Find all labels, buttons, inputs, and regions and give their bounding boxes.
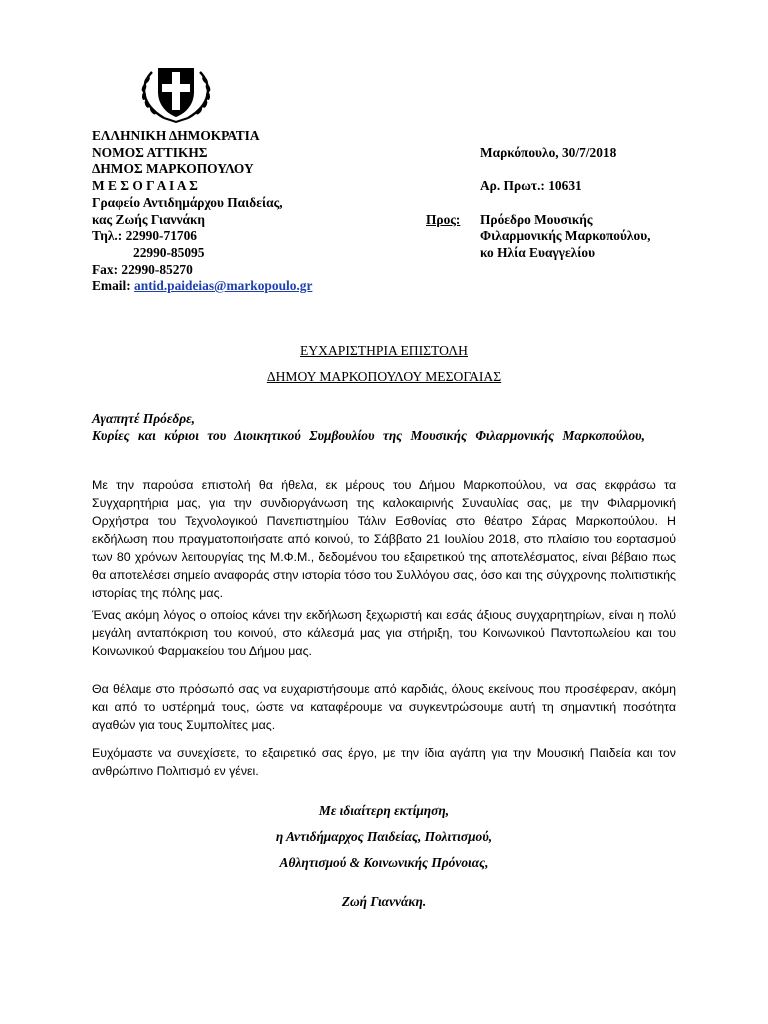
email-link[interactable]: antid.paideias@markopoulo.gr	[134, 278, 313, 293]
signatory-role-1: η Αντιδήμαρχος Παιδείας, Πολιτισμού,	[275, 829, 493, 844]
signatory-name: Ζωή Γιαννάκη.	[341, 894, 427, 909]
body-paragraph-3: Θα θέλαμε στο πρόσωπό σας να ευχαριστήσουμε από καρδιάς, όλους εκείνους που προσέφεραν, ακόμη και από το υστέρημά τους, ώστε να καταφέρουμε να συγκεντρώσουμε αυτή τη σημαντική ποσότητα αγαθών για τους Συμπολίτες μας.	[92, 682, 676, 732]
org-line-municipality: ΔΗΜΟΣ ΜΑΡΚΟΠΟΥΛΟΥ	[92, 161, 254, 176]
email-label: Email:	[92, 278, 131, 293]
greek-coat-of-arms-emblem	[134, 62, 218, 124]
org-line-office: Γραφείο Αντιδημάρχου Παιδείας,	[92, 195, 283, 210]
recipient-line-1: Πρόεδρο Μουσικής	[480, 212, 593, 227]
email-line	[92, 277, 312, 294]
body-paragraph-2: Ένας ακόμη λόγος ο οποίος κάνει την εκδήλωση ξεχωριστή και εσάς άξιους συγχαρητηρίων, είναι η πολύ μεγάλη ανταπόκριση του κοινού, στο κάλεσμά μας για στήριξη, του Κοινωνικού Παντοπωλείου και του Κοινωνικού Φαρμακείου του Δήμου μας.	[92, 608, 676, 658]
fax: Fax: 22990-85270	[92, 262, 193, 277]
greeting-line-1: Αγαπητέ Πρόεδρε,	[92, 411, 195, 426]
recipient-line-2: Φιλαρμονικής Μαρκοπούλου,	[480, 228, 651, 243]
org-line-mesogaia: Μ Ε Σ Ο Γ Α Ι Α Σ	[92, 178, 198, 193]
protocol-number: Αρ. Πρωτ.: 10631	[480, 178, 582, 193]
phone-2: 22990-85095	[133, 245, 205, 260]
closing: Με ιδιαίτερη εκτίμηση,	[318, 803, 450, 818]
to-label: Προς:	[426, 212, 461, 227]
body-paragraph-1: Με την παρούσα επιστολή θα ήθελα, εκ μέρους του Δήμου Μαρκοπούλου, να σας εκφράσω τα Συγχαρητήρια μας, για την συνδιοργάνωση της καλοκαιρινής Συναυλίας σας, με την Φιλαρμονική Ορχήστρα του Τεχνολογικού Πανεπιστημίου Τάλιν Εσθονίας στο θέατρο Σάρας Μαρκοπούλου. Η εκδήλωση που πραγματοποιήσατε από κοινού, το Σάββατο 21 Ιουλίου 2018, στο πλαίσιο του εορτασμού των 80 χρόνων λειτουργίας της Μ.Φ.Μ., δεδομένου του εξαιρετικού της αποτελέσματος, είναι βέβαιο πως θα αποτελέσει σημείο αναφοράς στην ιστορία τόσο του Συλλόγου σας, όσο και της σύγχρονης πολιτιστικής ιστορίας της πόλης μας.	[92, 478, 676, 600]
phone-1: Τηλ.: 22990-71706	[92, 228, 197, 243]
org-line-deputy-mayor: κας Ζωής Γιαννάκη	[92, 212, 206, 227]
body-paragraph-4: Ευχόμαστε να συνεχίσετε, το εξαιρετικό σας έργο, με την ίδια αγάπη για την Μουσική Παιδεία και τον ανθρώπινο Πολιτισμό εν γένει.	[92, 746, 676, 778]
org-line-prefecture: ΝΟΜΟΣ ΑΤΤΙΚΗΣ	[92, 145, 208, 160]
recipient-line-3: κο Ηλία Ευαγγελίου	[480, 245, 596, 260]
place-date: Μαρκόπουλο, 30/7/2018	[480, 145, 617, 160]
signatory-role-2: Αθλητισμού & Κοινωνικής Πρόνοιας,	[279, 855, 489, 870]
letter-subtitle: ΔΗΜΟΥ ΜΑΡΚΟΠΟΥΛΟΥ ΜΕΣΟΓΑΙΑΣ	[266, 369, 502, 384]
org-line-republic: ΕΛΛΗΝΙΚΗ ΔΗΜΟΚΡΑΤΙΑ	[92, 128, 260, 143]
greeting-line-2: Κυρίες και κύριοι του Διοικητικού Συμβουλίου της Μουσικής Φιλαρμονικής Μαρκοπούλου,	[92, 428, 645, 443]
letter-title: ΕΥΧΑΡΙΣΤΗΡΙΑ ΕΠΙΣΤΟΛΗ	[300, 343, 468, 358]
